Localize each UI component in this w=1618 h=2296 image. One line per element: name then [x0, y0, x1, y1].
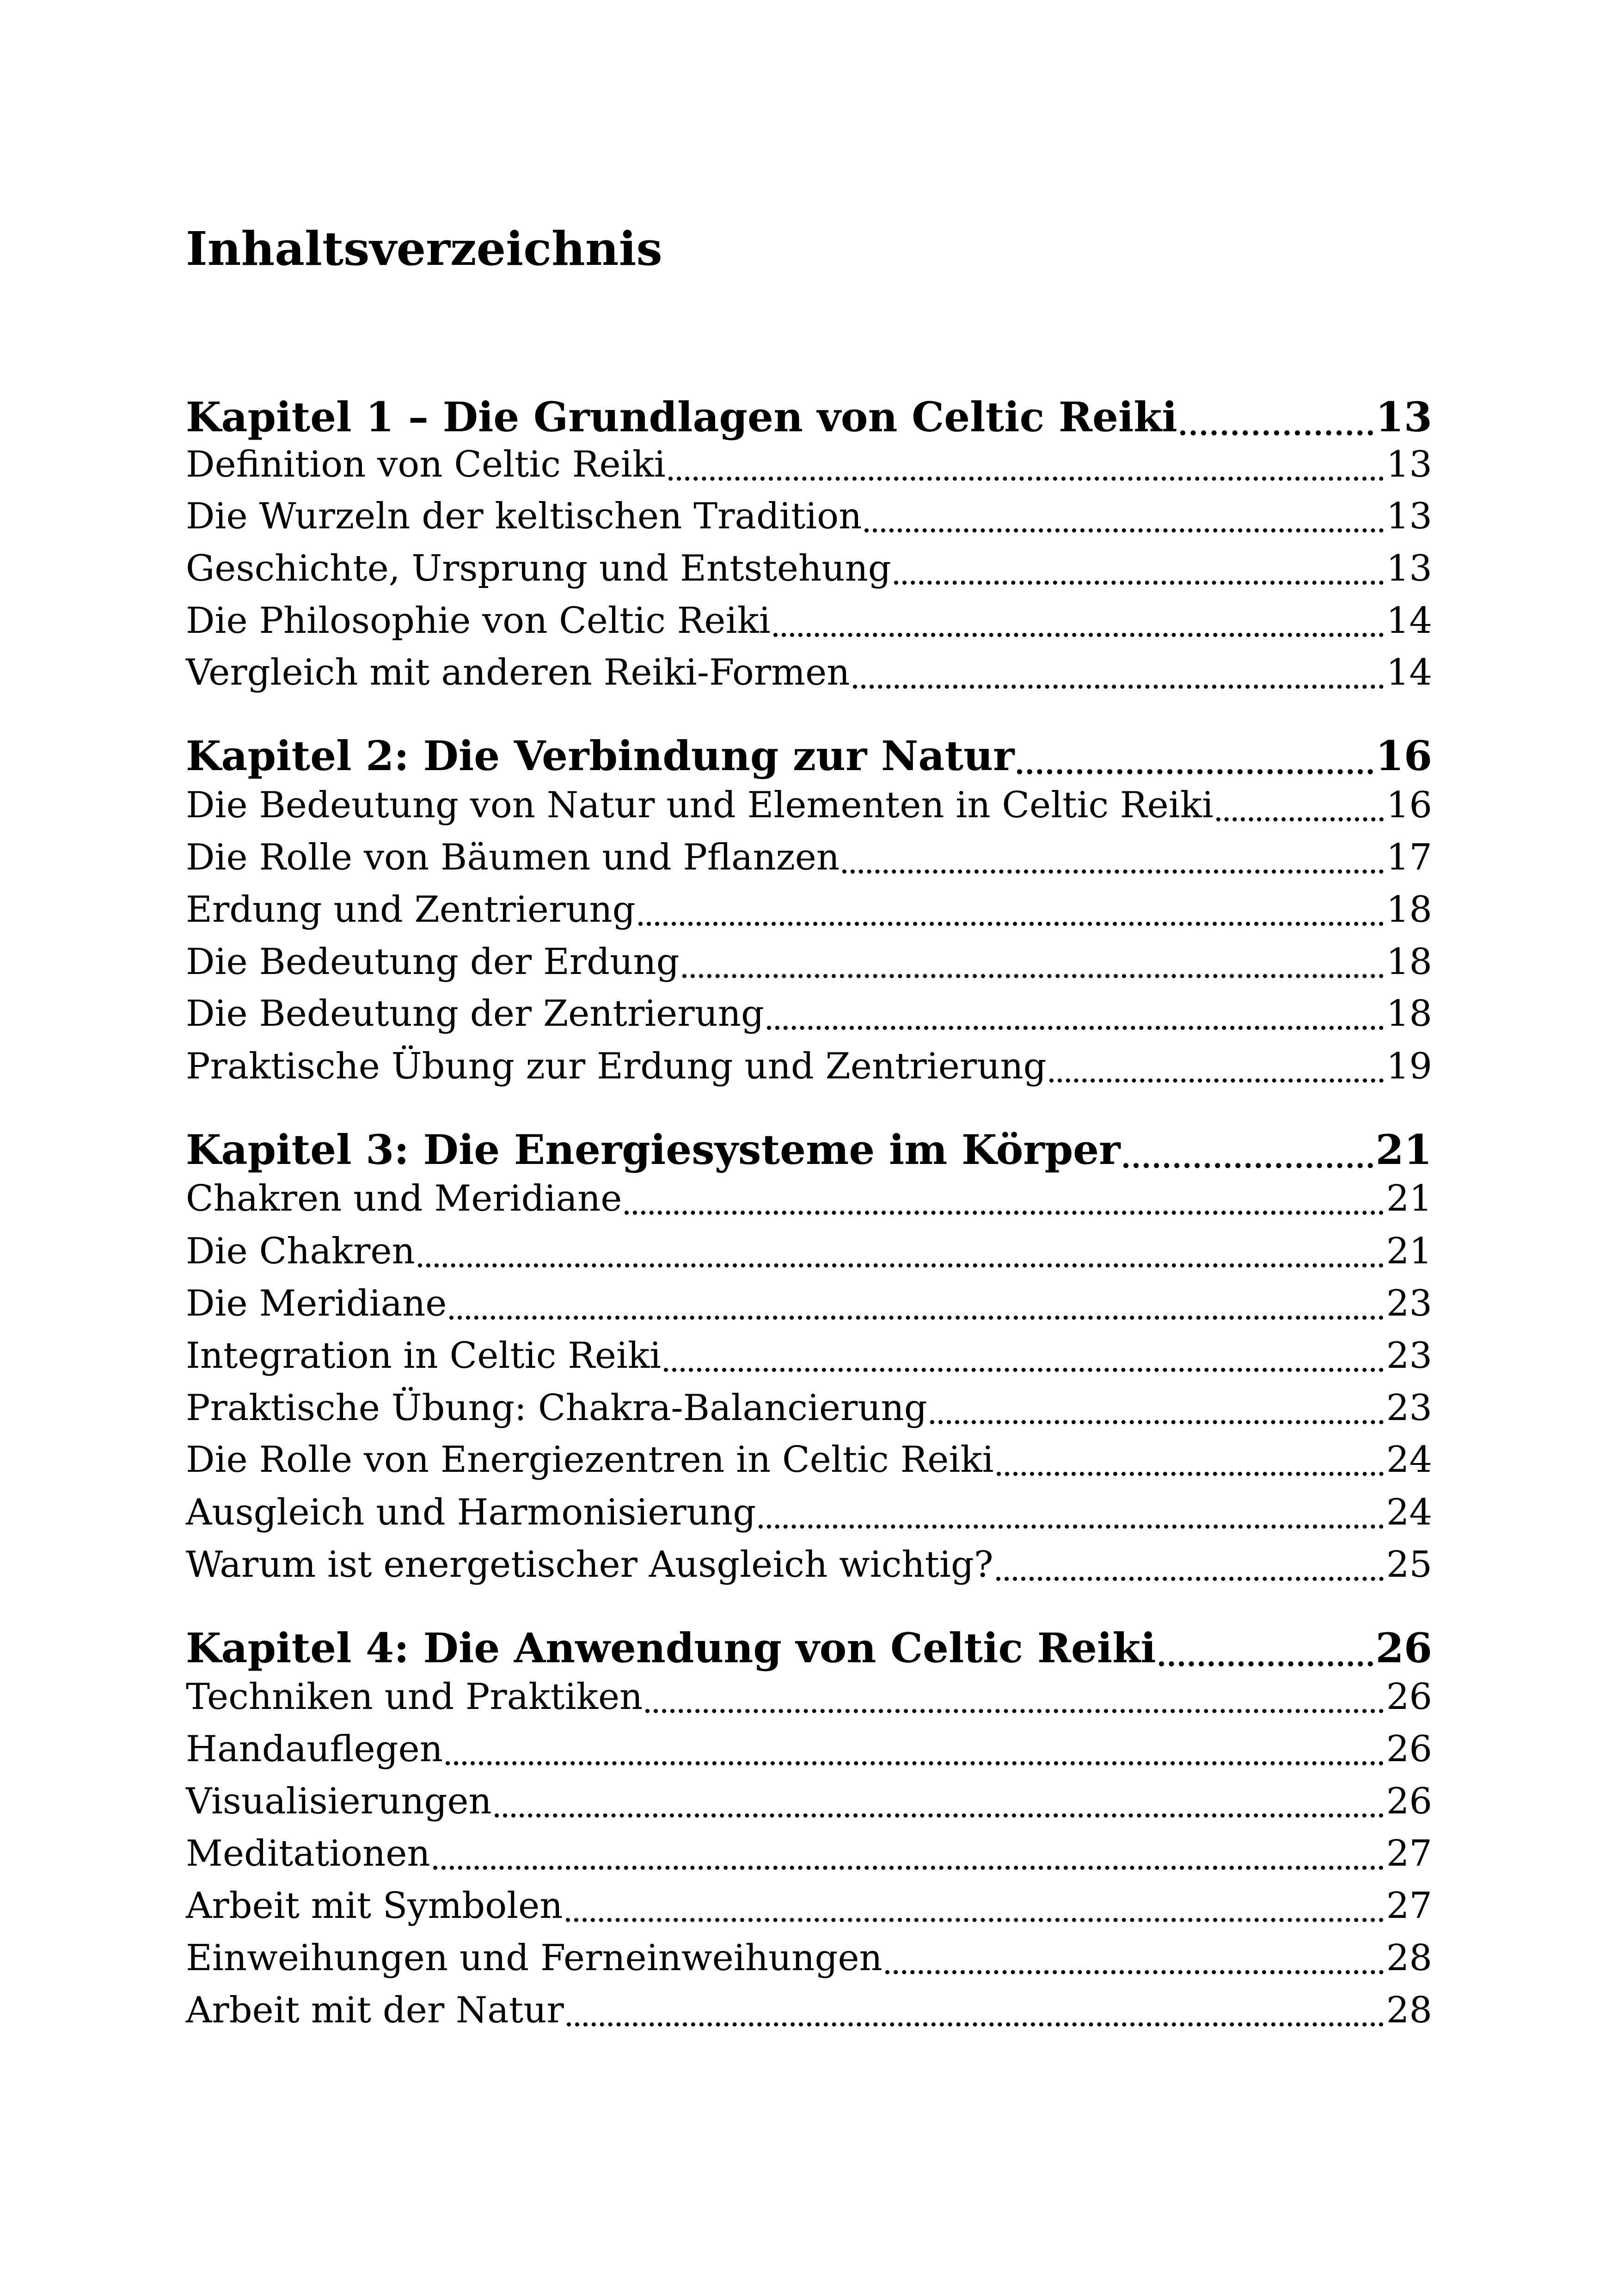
toc-page-number: 21	[1375, 1126, 1432, 1174]
toc-section-entry[interactable]	[186, 548, 1432, 599]
toc-dot-leader	[625, 1178, 1383, 1229]
toc-entry-label: Die Meridiane	[186, 1283, 447, 1324]
toc-dot-leader	[767, 993, 1384, 1044]
toc-entry-label: Die Philosophie von Celtic Reiki	[186, 600, 771, 642]
toc-chapter-entry[interactable]	[186, 393, 1432, 448]
toc-page-number: 16	[1386, 784, 1432, 826]
toc-page-number: 23	[1386, 1387, 1432, 1429]
toc-entry-label: Kapitel 2: Die Verbindung zur Natur	[186, 732, 1015, 780]
toc-section-entry[interactable]	[186, 444, 1432, 495]
toc-entry-label: Ausgleich und Harmonisierung	[186, 1492, 756, 1533]
toc-dot-leader	[567, 1990, 1384, 2040]
toc-page-number: 28	[1386, 1990, 1432, 2031]
toc-entry-label: Kapitel 3: Die Energiesysteme im Körper	[186, 1126, 1121, 1174]
toc-dot-leader	[566, 1885, 1384, 1936]
toc-dot-leader	[1017, 732, 1373, 787]
toc-dot-leader	[446, 1728, 1384, 1779]
toc-page-number: 19	[1386, 1046, 1432, 1087]
toc-page-number: 14	[1386, 600, 1432, 642]
page-title: Inhaltsverzeichnis	[186, 221, 662, 276]
toc-section-entry[interactable]	[186, 941, 1432, 992]
toc-entry-label: Praktische Übung zur Erdung und Zentrierung	[186, 1046, 1047, 1087]
toc-entry-label: Einweihungen und Ferneinweihungen	[186, 1937, 883, 1979]
toc-page-number: 17	[1386, 837, 1432, 878]
toc-dot-leader	[997, 1439, 1384, 1490]
toc-entry-label: Techniken und Praktiken	[186, 1676, 643, 1718]
toc-entry-label: Chakren und Meridiane	[186, 1178, 622, 1219]
toc-section-entry[interactable]	[186, 652, 1432, 703]
toc-chapter-entry[interactable]	[186, 1624, 1432, 1679]
toc-section-entry[interactable]	[186, 1439, 1432, 1490]
toc-page-number: 21	[1386, 1231, 1432, 1272]
toc-section-entry[interactable]	[186, 1492, 1432, 1543]
toc-section-entry[interactable]	[186, 600, 1432, 651]
toc-dot-leader	[449, 1283, 1383, 1334]
toc-entry-label: Integration in Celtic Reiki	[186, 1335, 662, 1377]
toc-page-number: 14	[1386, 652, 1432, 693]
toc-entry-label: Die Bedeutung von Natur und Elementen in Celtic Reiki	[186, 784, 1214, 826]
toc-section-entry[interactable]	[186, 1178, 1432, 1229]
toc-dot-leader	[894, 548, 1384, 599]
toc-entry-label: Vergleich mit anderen Reiki-Formen	[186, 652, 850, 693]
toc-entry-label: Erdung und Zentrierung	[186, 889, 636, 931]
toc-page-number: 13	[1375, 393, 1432, 441]
toc-page-number: 28	[1386, 1937, 1432, 1979]
toc-entry-label: Arbeit mit der Natur	[186, 1990, 564, 2031]
toc-entry-label: Kapitel 1 – Die Grundlagen von Celtic Reiki	[186, 393, 1177, 441]
toc-dot-leader	[1049, 1046, 1384, 1096]
toc-entry-label: Arbeit mit Symbolen	[186, 1885, 563, 1927]
toc-dot-leader	[1216, 784, 1384, 835]
toc-dot-leader	[1159, 1624, 1373, 1679]
toc-page-number: 26	[1386, 1781, 1432, 1822]
toc-entry-label: Warum ist energetischer Ausgleich wichtig?	[186, 1544, 993, 1586]
toc-entry-label: Meditationen	[186, 1833, 430, 1874]
toc-dot-leader	[1180, 393, 1373, 448]
toc-entry-label: Die Bedeutung der Erdung	[186, 941, 680, 983]
toc-section-entry[interactable]	[186, 1728, 1432, 1779]
toc-page-number: 27	[1386, 1833, 1432, 1874]
toc-dot-leader	[759, 1492, 1384, 1543]
toc-section-entry[interactable]	[186, 1833, 1432, 1884]
toc-page-number: 13	[1386, 444, 1432, 485]
toc-entry-label: Die Chakren	[186, 1231, 415, 1272]
toc-section-entry[interactable]	[186, 1885, 1432, 1936]
toc-section-entry[interactable]	[186, 1781, 1432, 1831]
toc-entry-label: Geschichte, Ursprung und Entstehung	[186, 548, 891, 589]
toc-dot-leader	[668, 444, 1384, 495]
toc-dot-leader	[885, 1937, 1384, 1988]
toc-section-entry[interactable]	[186, 889, 1432, 940]
toc-page-number: 26	[1386, 1728, 1432, 1770]
toc-section-entry[interactable]	[186, 1335, 1432, 1386]
toc-entry-label: Handauflegen	[186, 1728, 443, 1770]
toc-section-entry[interactable]	[186, 1676, 1432, 1727]
toc-page-number: 24	[1386, 1439, 1432, 1481]
toc-dot-leader	[638, 889, 1384, 940]
toc-dot-leader	[495, 1781, 1384, 1831]
toc-page-number: 23	[1386, 1283, 1432, 1324]
toc-section-entry[interactable]	[186, 496, 1432, 546]
toc-section-entry[interactable]	[186, 993, 1432, 1044]
toc-dot-leader	[773, 600, 1384, 651]
toc-section-entry[interactable]	[186, 1387, 1432, 1438]
toc-dot-leader	[682, 941, 1384, 992]
toc-page-number: 23	[1386, 1335, 1432, 1377]
toc-entry-label: Die Bedeutung der Zentrierung	[186, 993, 764, 1035]
toc-dot-leader	[864, 496, 1383, 546]
toc-dot-leader	[1123, 1126, 1373, 1181]
toc-section-entry[interactable]	[186, 1937, 1432, 1988]
toc-page-number: 18	[1386, 993, 1432, 1035]
toc-page-number: 16	[1375, 732, 1432, 780]
toc-entry-label: Praktische Übung: Chakra-Balancierung	[186, 1387, 927, 1429]
toc-section-entry[interactable]	[186, 837, 1432, 888]
toc-dot-leader	[433, 1833, 1384, 1884]
toc-page-number: 25	[1386, 1544, 1432, 1586]
toc-dot-leader	[842, 837, 1384, 888]
toc-page-number: 21	[1386, 1178, 1432, 1219]
toc-chapter-entry[interactable]	[186, 1126, 1432, 1181]
toc-section-entry[interactable]	[186, 1283, 1432, 1334]
toc-page-number: 26	[1386, 1676, 1432, 1718]
toc-page-number: 24	[1386, 1492, 1432, 1533]
toc-dot-leader	[996, 1544, 1384, 1595]
toc-dot-leader	[645, 1676, 1383, 1727]
toc-entry-label: Kapitel 4: Die Anwendung von Celtic Reiki	[186, 1624, 1156, 1672]
toc-page-number: 18	[1386, 889, 1432, 931]
toc-page-number: 26	[1375, 1624, 1432, 1672]
toc-section-entry[interactable]	[186, 1231, 1432, 1281]
toc-dot-leader	[853, 652, 1384, 703]
toc-section-entry[interactable]	[186, 1046, 1432, 1096]
toc-entry-label: Definition von Celtic Reiki	[186, 444, 666, 485]
toc-entry-label: Die Rolle von Energiezentren in Celtic Reiki	[186, 1439, 994, 1481]
toc-dot-leader	[930, 1387, 1384, 1438]
toc-page-number: 18	[1386, 941, 1432, 983]
toc-entry-label: Die Wurzeln der keltischen Tradition	[186, 496, 862, 537]
toc-page-number: 27	[1386, 1885, 1432, 1927]
toc-page-number: 13	[1386, 548, 1432, 589]
toc-chapter-entry[interactable]	[186, 732, 1432, 787]
toc-section-entry[interactable]	[186, 1544, 1432, 1595]
toc-entry-label: Die Rolle von Bäumen und Pflanzen	[186, 837, 840, 878]
toc-page-number: 13	[1386, 496, 1432, 537]
toc-dot-leader	[418, 1231, 1384, 1281]
toc-dot-leader	[664, 1335, 1384, 1386]
toc-section-entry[interactable]	[186, 1990, 1432, 2040]
toc-entry-label: Visualisierungen	[186, 1781, 492, 1822]
toc-section-entry[interactable]	[186, 784, 1432, 835]
